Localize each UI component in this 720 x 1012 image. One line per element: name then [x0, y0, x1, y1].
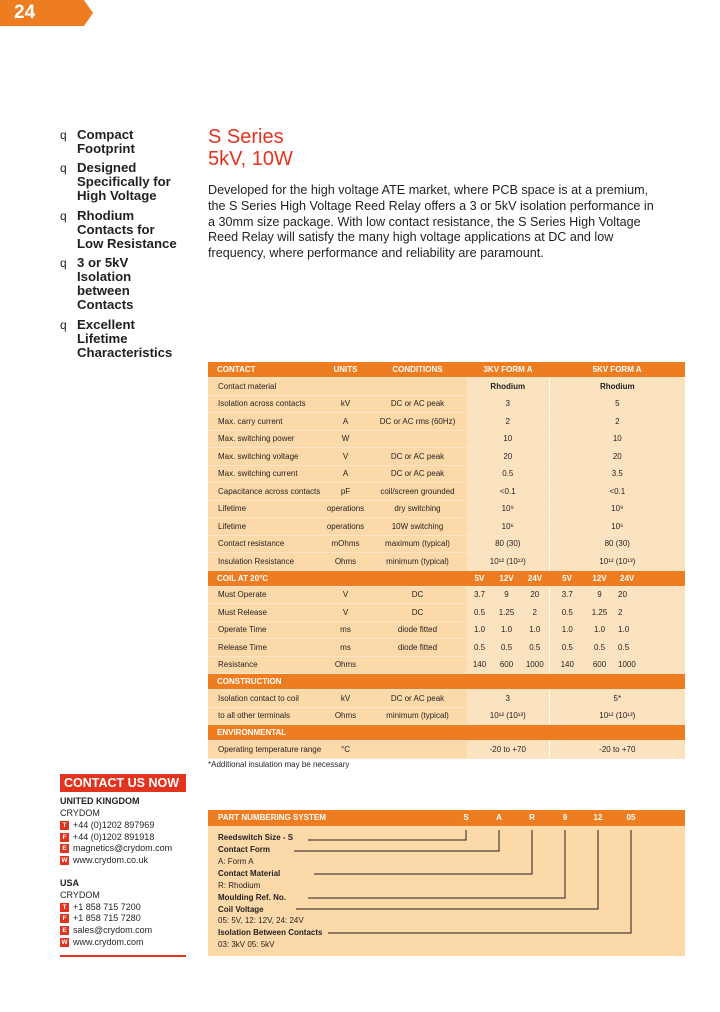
pn-line: R: Rhodium: [218, 881, 261, 890]
usa-phone[interactable]: T +1 858 715 7200: [60, 902, 141, 913]
units-cell: A: [323, 413, 368, 431]
value-3kv-cell: -20 to +70: [467, 741, 549, 759]
param-cell: Lifetime: [208, 500, 323, 518]
coil-row: [208, 586, 685, 604]
pn-line: Isolation Between Contacts: [218, 928, 323, 937]
value-3kv-cell: 10⁶: [467, 518, 549, 536]
coil-value-cell: 140: [549, 656, 585, 674]
pn-line: Reedswitch Size - S: [218, 833, 294, 842]
feature-line: between: [77, 283, 130, 298]
code-size: S: [463, 813, 469, 822]
param-cell: Must Operate: [208, 586, 323, 604]
spec-row: [208, 395, 685, 413]
coil-row: [208, 604, 685, 622]
coil-value-cell: 1.0: [521, 621, 549, 639]
value-5kv-cell: -20 to +70: [549, 741, 685, 759]
value-3kv-cell: 10¹² (10¹³): [467, 553, 549, 571]
spec-row: [208, 741, 685, 759]
coil-value-cell: 1.0: [467, 621, 492, 639]
value-5kv-cell: 80 (30): [549, 535, 685, 553]
conditions-cell: diode fitted: [368, 639, 467, 657]
coil-value-cell: 3.7: [549, 586, 585, 604]
feature-item: [60, 256, 200, 312]
uk-phone[interactable]: T +44 (0)1202 897969: [60, 820, 154, 831]
uk-country: UNITED KINGDOM: [60, 796, 140, 806]
conditions-cell: DC or AC peak: [368, 690, 467, 708]
pn-line: Moulding Ref. No.: [218, 893, 286, 902]
coil-value-cell: 0.5: [467, 639, 492, 657]
param-cell: Max. switching voltage: [208, 448, 323, 466]
param-cell: Operating temperature range: [208, 741, 323, 759]
conditions-cell: DC or AC peak: [368, 448, 467, 466]
coil-value-cell: 1.0: [585, 621, 614, 639]
value-3kv-cell: 0.5: [467, 465, 549, 483]
conditions-cell: DC or AC peak: [368, 465, 467, 483]
usa-fax[interactable]: F +1 858 715 7280: [60, 913, 141, 924]
series-title: S Series: [208, 126, 284, 148]
value-5kv-cell: Rhodium: [549, 378, 685, 396]
feature-item: [60, 209, 200, 251]
code-form: A: [496, 813, 502, 822]
feature-item: [60, 128, 200, 156]
phone-icon: T: [60, 903, 69, 912]
units-cell: operations: [323, 500, 368, 518]
header-cell: CONDITIONS: [368, 362, 467, 378]
coil-value-cell: 1.25: [585, 604, 614, 622]
spec-row: [208, 430, 685, 448]
footnote: *Additional insulation may be necessary: [208, 760, 350, 769]
uk-company: CRYDOM: [60, 808, 100, 818]
spec-table: [208, 362, 685, 759]
param-cell: Contact resistance: [208, 535, 323, 553]
conditions-cell: 10W switching: [368, 518, 467, 536]
param-cell: Capacitance across contacts: [208, 483, 323, 501]
conditions-cell: DC: [368, 604, 467, 622]
coil-value-cell: 600: [492, 656, 521, 674]
units-cell: mOhms: [323, 535, 368, 553]
units-cell: Ohms: [323, 553, 368, 571]
coil-value-cell: 0.5: [549, 604, 585, 622]
uk-email[interactable]: E magnetics@crydom.com: [60, 843, 172, 854]
spec-row: [208, 535, 685, 553]
coil-value-cell: 600: [585, 656, 614, 674]
param-cell: to all other terminals: [208, 707, 323, 725]
value-5kv-cell: <0.1: [549, 483, 685, 501]
conditions-cell: [368, 741, 467, 759]
bullet-icon: q: [60, 318, 67, 332]
value-5kv-cell: 5: [549, 395, 685, 413]
feature-line: Designed: [77, 160, 137, 175]
spec-row: [208, 465, 685, 483]
code-moulding: 9: [562, 813, 568, 822]
coil-header-row: [208, 570, 685, 586]
param-cell: Lifetime: [208, 518, 323, 536]
header-cell: COIL AT 20°C: [208, 570, 467, 586]
voltage-cell: 5V: [549, 570, 585, 586]
units-cell: Ohms: [323, 707, 368, 725]
units-cell: ms: [323, 639, 368, 657]
phone-icon: T: [60, 821, 69, 830]
header-cell: 5KV FORM A: [549, 362, 685, 378]
feature-line: Characteristics: [77, 345, 173, 360]
uk-web[interactable]: W www.crydom.co.uk: [61, 855, 149, 865]
value-3kv-cell: 10¹² (10¹³): [467, 707, 549, 725]
value-3kv-cell: 3: [467, 395, 549, 413]
coil-value-cell: 2: [614, 604, 685, 622]
pn-line: 05: 5V, 12: 12V, 24: 24V: [218, 916, 304, 925]
param-cell: Isolation across contacts: [208, 395, 323, 413]
header-cell: CONTACT: [208, 362, 323, 378]
units-cell: kV: [323, 690, 368, 708]
usa-email[interactable]: E sales@crydom.com: [60, 925, 152, 936]
series-subtitle: 5kV, 10W: [208, 148, 293, 170]
voltage-cell: 5V: [467, 570, 492, 586]
param-cell: Resistance: [208, 656, 323, 674]
spec-row: [208, 690, 685, 708]
feature-line: 3 or 5kV: [77, 255, 129, 270]
feature-line: Isolation: [77, 269, 132, 284]
contact-heading: CONTACT US NOW: [60, 774, 186, 792]
value-5kv-cell: 10¹² (10¹³): [549, 553, 685, 571]
feature-line: Compact: [77, 127, 134, 142]
construction-header-row: [208, 674, 685, 690]
units-cell: [323, 378, 368, 396]
coil-value-cell: 0.5: [585, 639, 614, 657]
coil-value-cell: 3.7: [467, 586, 492, 604]
units-cell: A: [323, 465, 368, 483]
feature-line: Low Resistance: [77, 236, 177, 251]
conditions-cell: coil/screen grounded: [368, 483, 467, 501]
conditions-cell: minimum (typical): [368, 553, 467, 571]
conditions-cell: maximum (typical): [368, 535, 467, 553]
coil-value-cell: 2: [521, 604, 549, 622]
conditions-cell: DC or AC peak: [368, 395, 467, 413]
web-icon: W: [61, 857, 68, 864]
usa-company: CRYDOM: [60, 890, 100, 900]
coil-row: [208, 621, 685, 639]
value-5kv-cell: 5*: [549, 690, 685, 708]
feature-item: [60, 161, 200, 203]
header-cell: 3KV FORM A: [467, 362, 549, 378]
units-cell: °C: [323, 741, 368, 759]
pn-line: 03: 3kV 05: 5kV: [218, 940, 275, 949]
header-cell: CONSTRUCTION: [208, 674, 685, 690]
param-cell: Max. carry current: [208, 413, 323, 431]
header-cell: UNITS: [323, 362, 368, 378]
param-cell: Release Time: [208, 639, 323, 657]
usa-web[interactable]: W www.crydom.com: [61, 937, 144, 947]
spec-row: [208, 707, 685, 725]
coil-row: [208, 656, 685, 674]
units-cell: W: [323, 430, 368, 448]
voltage-cell: 12V: [585, 570, 614, 586]
feature-line: Footprint: [77, 141, 135, 156]
email-icon: E: [60, 926, 69, 935]
value-3kv-cell: Rhodium: [467, 378, 549, 396]
spec-row: [208, 448, 685, 466]
pn-line: Contact Material: [218, 869, 281, 878]
param-cell: Max. switching current: [208, 465, 323, 483]
value-5kv-cell: 2: [549, 413, 685, 431]
code-coil: 12: [593, 813, 603, 822]
conditions-cell: dry switching: [368, 500, 467, 518]
spec-row: [208, 378, 685, 396]
coil-value-cell: 140: [467, 656, 492, 674]
value-3kv-cell: 10: [467, 430, 549, 448]
conditions-cell: [368, 378, 467, 396]
part-numbering-title: PART NUMBERING SYSTEM: [218, 813, 326, 822]
email-icon: E: [60, 844, 69, 853]
conditions-cell: minimum (typical): [368, 707, 467, 725]
coil-value-cell: 9: [492, 586, 521, 604]
feature-line: Excellent: [77, 317, 135, 332]
value-5kv-cell: 10: [549, 430, 685, 448]
uk-fax[interactable]: F +44 (0)1202 891918: [60, 832, 154, 843]
code-isolation: 05: [626, 813, 636, 822]
fax-icon: F: [60, 833, 69, 842]
param-cell: Insulation Resistance: [208, 553, 323, 571]
spec-row: [208, 413, 685, 431]
param-cell: Contact material: [208, 378, 323, 396]
conditions-cell: DC: [368, 586, 467, 604]
param-cell: Must Release: [208, 604, 323, 622]
pn-line: Contact Form: [218, 845, 270, 854]
coil-value-cell: 9: [585, 586, 614, 604]
value-5kv-cell: 10⁶: [549, 518, 685, 536]
coil-value-cell: 0.5: [492, 639, 521, 657]
param-cell: Isolation contact to coil: [208, 690, 323, 708]
coil-value-cell: 20: [614, 586, 685, 604]
units-cell: kV: [323, 395, 368, 413]
bullet-icon: q: [60, 256, 67, 270]
coil-value-cell: 0.5: [521, 639, 549, 657]
bullet-icon: q: [60, 128, 67, 142]
part-numbering-panel: [208, 810, 685, 956]
coil-value-cell: 0.5: [549, 639, 585, 657]
voltage-cell: 24V: [614, 570, 685, 586]
spec-row: [208, 518, 685, 536]
units-cell: pF: [323, 483, 368, 501]
value-3kv-cell: 20: [467, 448, 549, 466]
param-cell: Operate Time: [208, 621, 323, 639]
coil-value-cell: 0.5: [467, 604, 492, 622]
feature-line: High Voltage: [77, 188, 157, 203]
value-5kv-cell: 10¹² (10¹³): [549, 707, 685, 725]
value-3kv-cell: 10⁹: [467, 500, 549, 518]
units-cell: V: [323, 586, 368, 604]
param-cell: Max. switching power: [208, 430, 323, 448]
coil-value-cell: 1000: [521, 656, 549, 674]
value-3kv-cell: <0.1: [467, 483, 549, 501]
coil-value-cell: 1.0: [549, 621, 585, 639]
voltage-cell: 12V: [492, 570, 521, 586]
header-cell: ENVIRONMENTAL: [208, 725, 685, 741]
spec-header-row: [208, 362, 685, 378]
fax-icon: F: [60, 914, 69, 923]
value-5kv-cell: 3.5: [549, 465, 685, 483]
contact-divider: [60, 955, 186, 957]
conditions-cell: DC or AC rms (60Hz): [368, 413, 467, 431]
coil-value-cell: 1.25: [492, 604, 521, 622]
coil-value-cell: 0.5: [614, 639, 685, 657]
value-3kv-cell: 3: [467, 690, 549, 708]
value-3kv-cell: 80 (30): [467, 535, 549, 553]
intro-paragraph: Developed for the high voltage ATE market, where PCB space is at a premium, the S Series High Voltage Reed Relay offers a 3 or 5kV isolation performance in a 30mm size package. With low contact resistance, the S Series High Voltage Reed Relay will satisfy the many high voltage applications at DC and low frequency, where performance and reliability are paramount.: [208, 183, 654, 261]
feature-line: Contacts: [77, 297, 134, 312]
pn-line: A: Form A: [218, 857, 254, 866]
feature-line: Lifetime: [77, 331, 128, 346]
feature-line: Specifically for: [77, 174, 171, 189]
conditions-cell: [368, 656, 467, 674]
environmental-header-row: [208, 725, 685, 741]
coil-value-cell: 1.0: [614, 621, 685, 639]
voltage-cell: 24V: [521, 570, 549, 586]
units-cell: V: [323, 604, 368, 622]
value-5kv-cell: 10⁹: [549, 500, 685, 518]
spec-row: [208, 500, 685, 518]
web-icon: W: [61, 939, 68, 946]
feature-item: [60, 318, 200, 360]
units-cell: ms: [323, 621, 368, 639]
coil-value-cell: 1000: [614, 656, 685, 674]
bullet-icon: q: [60, 161, 67, 175]
coil-value-cell: 20: [521, 586, 549, 604]
feature-line: Rhodium: [77, 208, 135, 223]
spec-row: [208, 553, 685, 571]
code-material: R: [529, 813, 535, 822]
spec-row: [208, 483, 685, 501]
conditions-cell: diode fitted: [368, 621, 467, 639]
conditions-cell: [368, 430, 467, 448]
units-cell: operations: [323, 518, 368, 536]
coil-row: [208, 639, 685, 657]
page-number: 24: [14, 2, 36, 23]
pn-line: Coil Voltage: [218, 905, 264, 914]
bullet-icon: q: [60, 209, 67, 223]
value-3kv-cell: 2: [467, 413, 549, 431]
coil-value-cell: 1.0: [492, 621, 521, 639]
value-5kv-cell: 20: [549, 448, 685, 466]
usa-country: USA: [60, 878, 80, 888]
units-cell: Ohms: [323, 656, 368, 674]
units-cell: V: [323, 448, 368, 466]
page-number-tab: [0, 0, 93, 26]
feature-line: Contacts for: [77, 222, 155, 237]
